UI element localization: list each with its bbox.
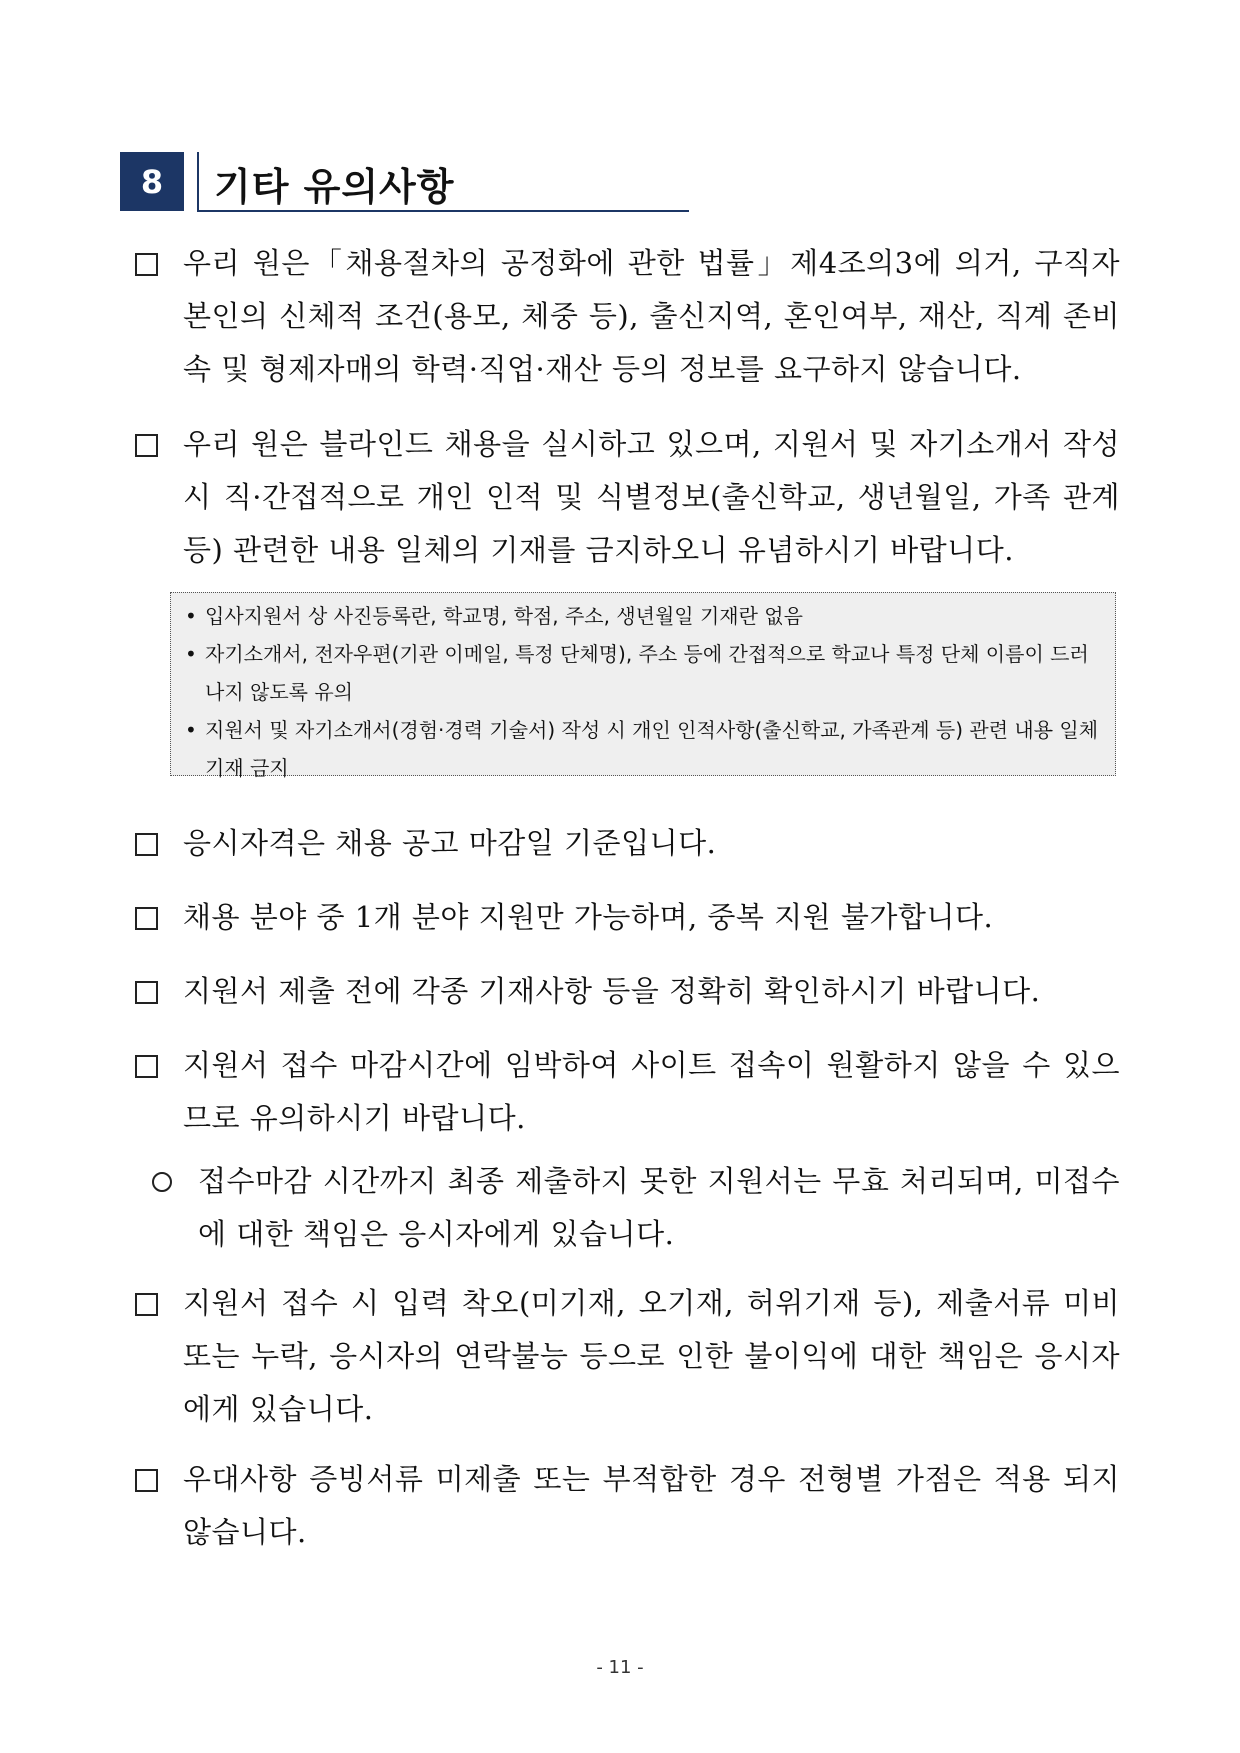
bullet-icon: • [185, 718, 197, 742]
bullet-icon: • [185, 642, 197, 666]
notice-item [135, 1277, 1120, 1436]
notice-sub-item [152, 1155, 1120, 1261]
header-vertical-rule [197, 152, 199, 212]
notice-bullet-text: 지원서 및 자기소개서(경험·경력 기술서) 작성 시 개인 인적사항(출신학교, 가족관계 등) 관련 내용 일체 기재 금지 [205, 718, 1099, 780]
bullet-icon: • [185, 604, 197, 628]
checkbox-square-icon [135, 1469, 158, 1492]
notice-item [135, 1453, 1120, 1559]
checkbox-square-icon [135, 1055, 158, 1078]
notice-item [135, 1039, 1120, 1145]
notice-item-text: 지원서 접수 시 입력 착오(미기재, 오기재, 허위기재 등), 제출서류 미비 또는 누락, 응시자의 연락불능 등으로 인한 불이익에 대한 책임은 응시자에게 있습니다. [183, 1286, 1120, 1426]
notice-item-text: 지원서 접수 마감시간에 임박하여 사이트 접속이 원활하지 않을 수 있으므로 유의하시기 바랍니다. [183, 1048, 1120, 1135]
notice-bullet-row [185, 597, 1105, 635]
checkbox-square-icon [135, 434, 158, 457]
notice-item-text: 우리 원은 블라인드 채용을 실시하고 있으며, 지원서 및 자기소개서 작성 시 직·간접적으로 개인 인적 및 식별정보(출신학교, 생년월일, 가족 관계 등) 관련한 내용 일체의 기재를 금지하오니 유념하시기 바랍니다. [183, 427, 1120, 567]
checkbox-square-icon [135, 1293, 158, 1316]
section-header [120, 152, 690, 212]
notice-item [135, 891, 1120, 944]
checkbox-square-icon [135, 253, 158, 276]
section-title: 기타 유의사항 [214, 165, 455, 209]
checkbox-square-icon [135, 981, 158, 1004]
checkbox-square-icon [135, 833, 158, 856]
notice-bullet-text: 자기소개서, 전자우편(기관 이메일, 특정 단체명), 주소 등에 간접적으로 학교나 특정 단체 이름이 드러나지 않도록 유의 [205, 642, 1089, 704]
notice-item-text: 채용 분야 중 1개 분야 지원만 가능하며, 중복 지원 불가합니다. [183, 900, 994, 934]
blind-hiring-notice-box [170, 592, 1116, 780]
notice-item-text: 지원서 제출 전에 각종 기재사항 등을 정확히 확인하시기 바랍니다. [183, 974, 1041, 1008]
notice-item [135, 418, 1120, 577]
notice-item [135, 237, 1120, 396]
notice-bullet-text: 입사지원서 상 사진등록란, 학교명, 학점, 주소, 생년월일 기재란 없음 [205, 604, 803, 628]
notice-item-text: 우대사항 증빙서류 미제출 또는 부적합한 경우 전형별 가점은 적용 되지 않습니다. [183, 1462, 1120, 1549]
notice-bullet-row [185, 711, 1105, 787]
notice-item-text: 우리 원은「채용절차의 공정화에 관한 법률」제4조의3에 의거, 구직자 본인의 신체적 조건(용모, 체중 등), 출신지역, 혼인여부, 재산, 직계 존비속 및 형제자매의 학력·직업·재산 등의 정보를 요구하지 않습니다. [183, 246, 1120, 386]
notice-bullet-row [185, 635, 1105, 711]
checkbox-square-icon [135, 907, 158, 930]
circle-bullet-icon [152, 1172, 172, 1192]
notice-item-text: 응시자격은 채용 공고 마감일 기준입니다. [183, 826, 717, 860]
notice-sub-item-text: 접수마감 시간까지 최종 제출하지 못한 지원서는 무효 처리되며, 미접수에 대한 책임은 응시자에게 있습니다. [198, 1164, 1120, 1251]
section-number-badge: 8 [120, 152, 184, 211]
notice-item [135, 965, 1120, 1018]
page-number: - 11 - [596, 1657, 644, 1678]
notice-item [135, 817, 1120, 870]
